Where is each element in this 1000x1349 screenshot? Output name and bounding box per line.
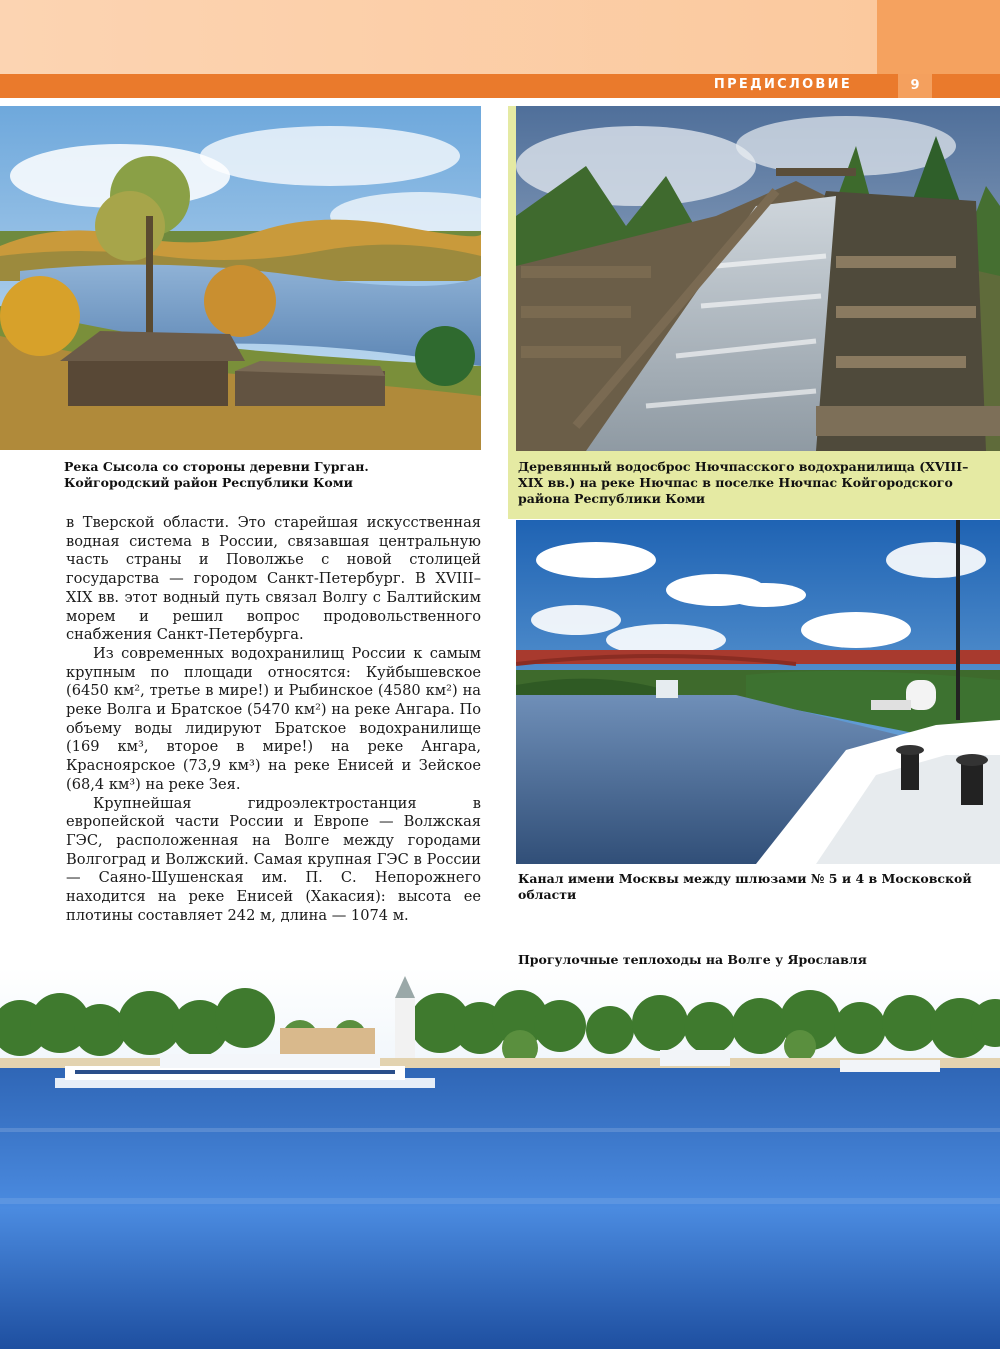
caption-volga-yaroslavl: Прогулочные теплоходы на Волге у Ярославля: [518, 952, 867, 967]
section-title: ПРЕДИСЛОВИЕ: [713, 77, 852, 92]
photo-volga-yaroslavl: [0, 968, 1000, 1349]
photo-sysola-river: [0, 106, 481, 450]
caption-sysola-river: Река Сысола со стороны деревни Гурган. Койгородский район Республики Коми: [64, 459, 369, 490]
body-paragraph-1: в Тверской области. Это старейшая искусственная водная система в России, связавшая центральную часть страны и Поволжье с новой столицей государства — городом Санкт-Петербург. В XVIII–XIX вв. этот водный путь связал Волгу с Балтийским морем и решил вопрос продовольственного снабжения Санкт-Петербурга.: [66, 514, 481, 644]
page-number: 9: [898, 74, 932, 98]
body-paragraph-3: Крупнейшая гидроэлектростанция в европейской части России и Европе — Волжская ГЭС, расположенная на Волге между городами Волгоград и Волжский. Самая крупная ГЭС в России — Саяно-Шушенская им. П. С. Непорожнего находится на реке Енисей (Хакасия): высота ее плотины составляет 242 м, длина — 1074 м.: [66, 794, 481, 924]
header-top-corner: [877, 0, 1000, 74]
caption-moscow-canal: Канал имени Москвы между шлюзами № 5 и 4 в Московской области: [518, 871, 972, 902]
photo-moscow-canal: [516, 520, 1000, 864]
header-top-band: [0, 0, 877, 74]
article-body: [66, 514, 481, 925]
body-paragraph-2: Из современных водохранилищ России к самым крупным по площади относятся: Куйбышевское (6450 км², третье в мире!) и Рыбинское (4580 км²) на реке Волга и Братское (5470 км²) на реке Ангара. По объему воды лидируют Братское водохранилище (169 км³, второе в мире!) на реке Ангара, Красноярское (73,9 км³) на реке Енисей и Зейское (68,4 км³) на реке Зея.: [66, 644, 481, 793]
photo-wooden-spillway: [516, 106, 1000, 451]
caption-wooden-spillway: Деревянный водосброс Нючпасского водохранилища (XVIII–XIX вв.) на реке Нючпас в поселке Нючпас Койгородского района Республики Коми: [518, 459, 969, 506]
